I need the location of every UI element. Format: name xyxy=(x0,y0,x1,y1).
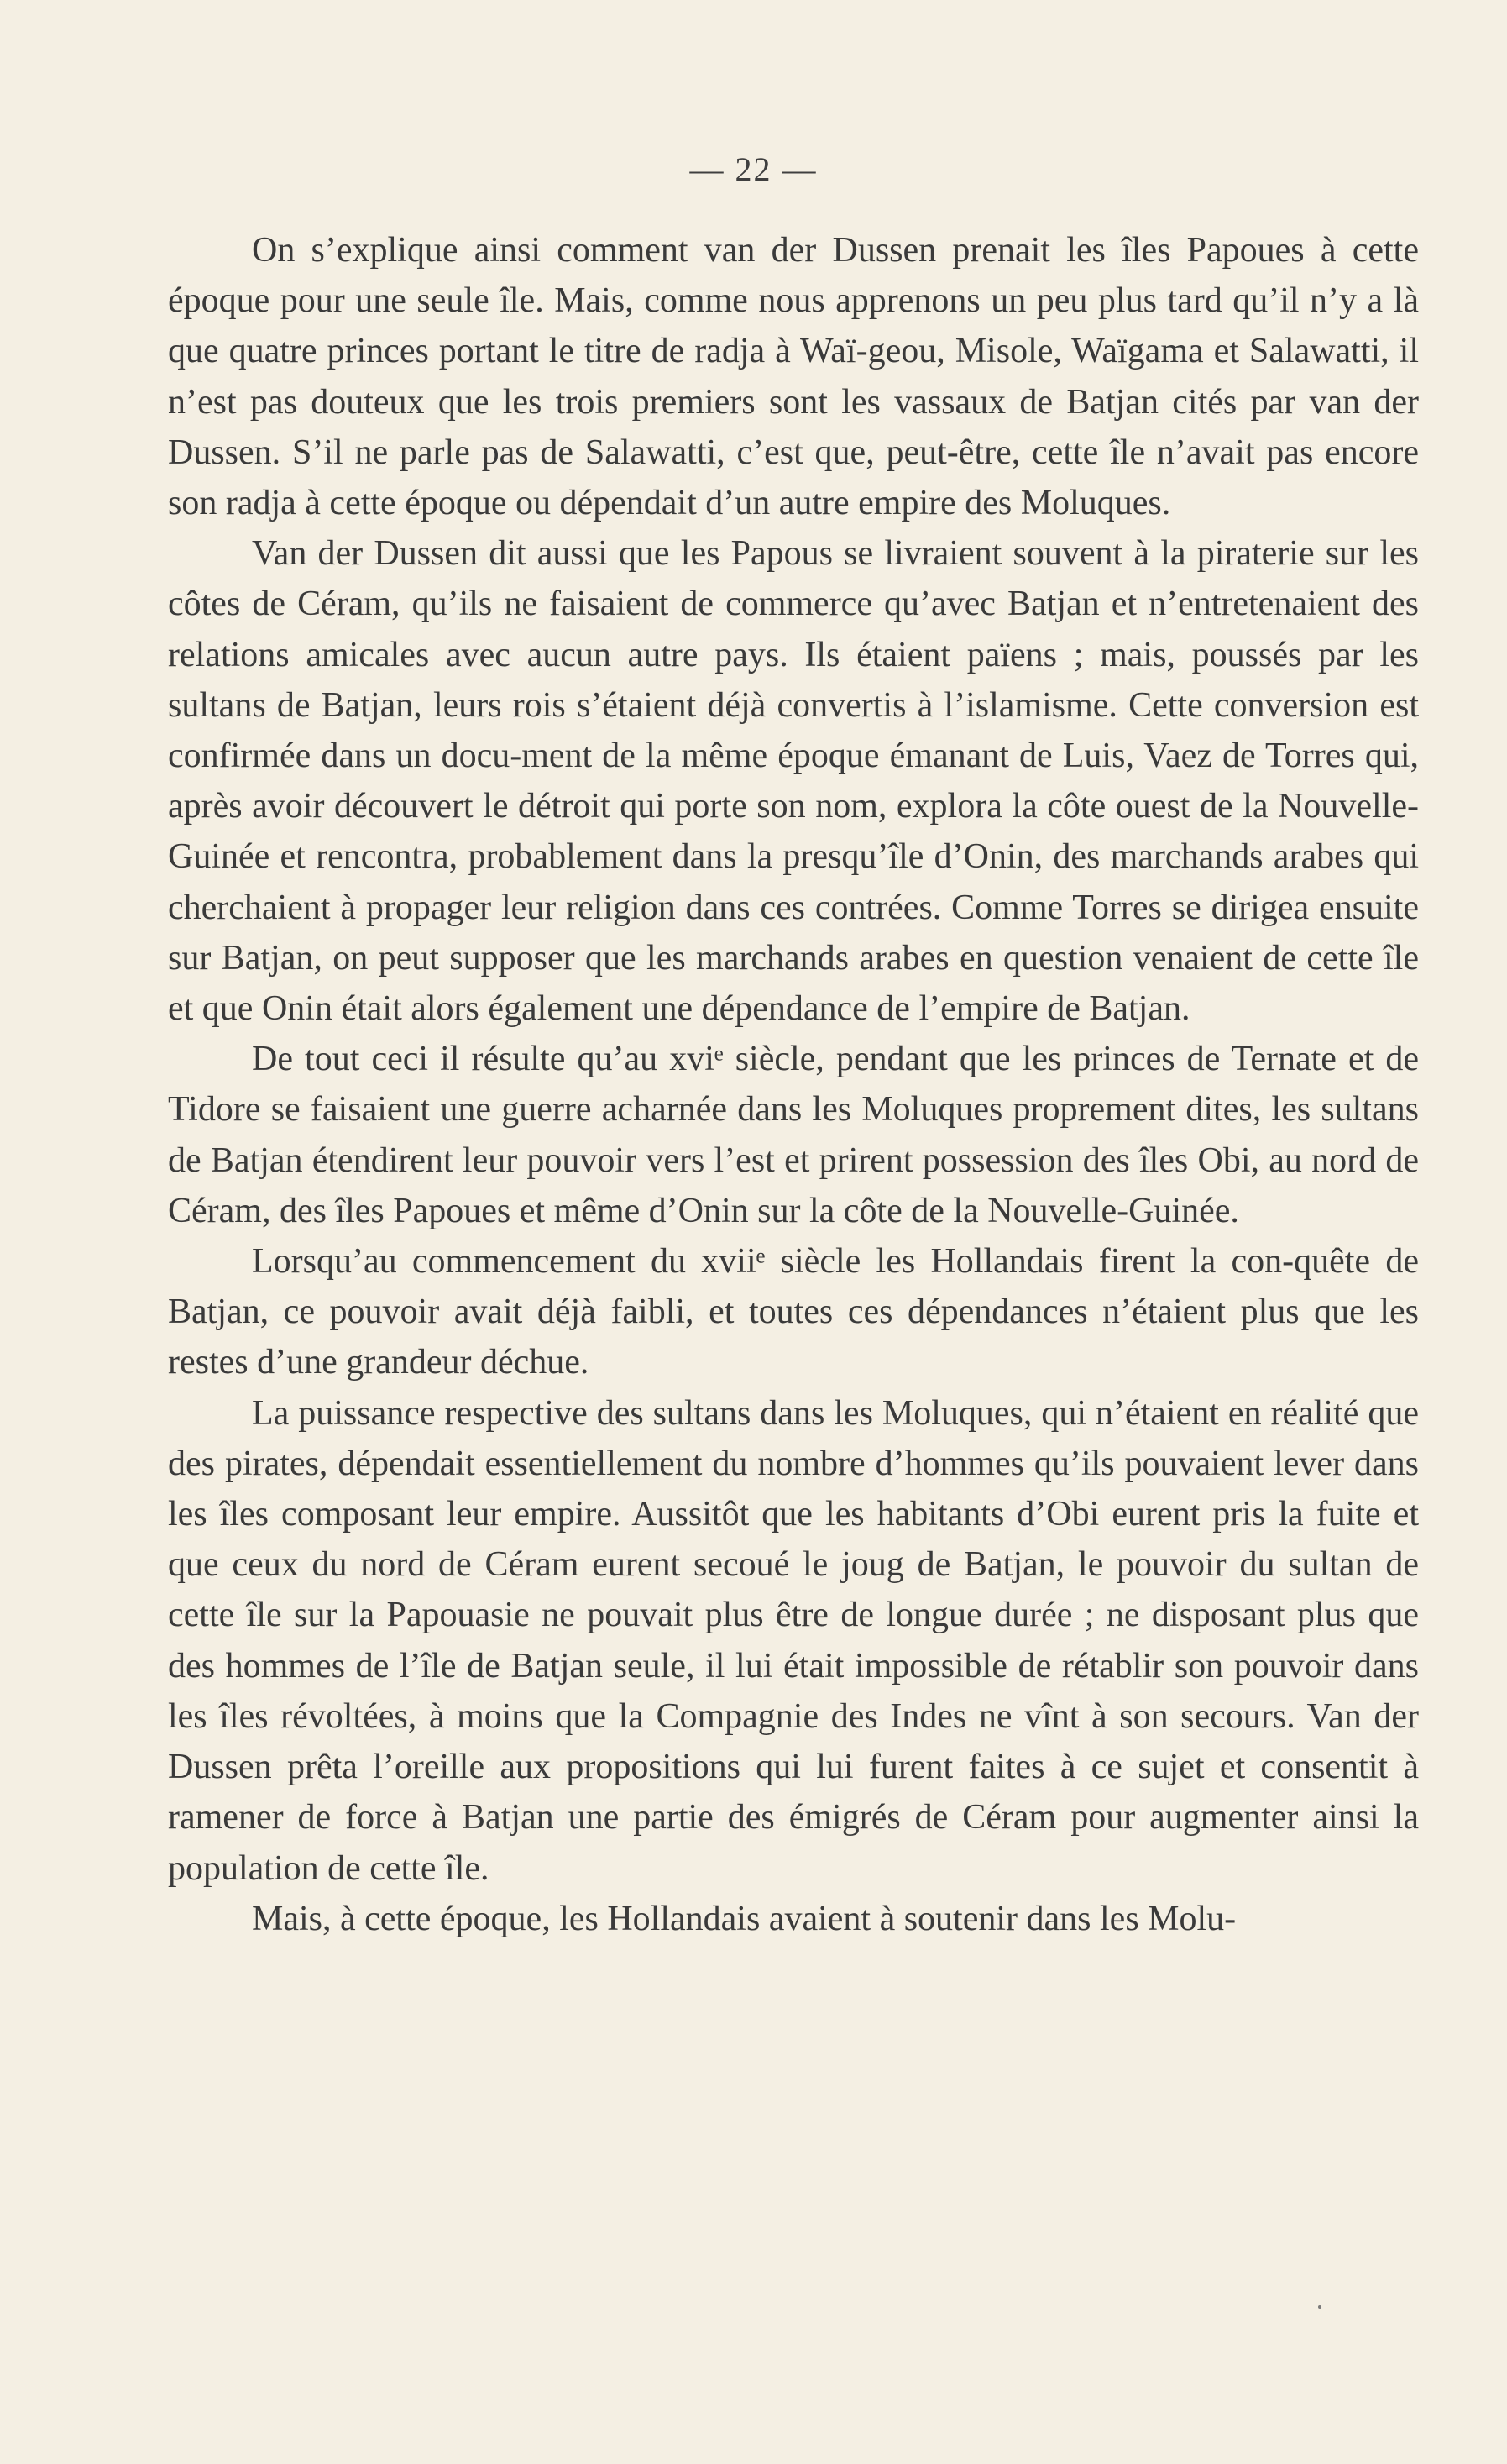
paragraph: Van der Dussen dit aussi que les Papous se livraient souvent à la piraterie sur les côtes de Céram, qu’ils ne faisaient de commerce qu’avec Batjan et n’entretenaient des relations amicales avec aucun autre pays. Ils étaient païens ; mais, poussés par les sultans de Batjan, leurs rois s’étaient déjà convertis à l’islamisme. Cette conversion est confirmée dans un docu-ment de la même époque émanant de Luis, Vaez de Torres qui, après avoir découvert le détroit qui porte son nom, explora la côte ouest de la Nouvelle-Guinée et rencontra, probablement dans la presqu’île d’Onin, des marchands arabes qui cherchaient à propager leur religion dans ces contrées. Comme Torres se dirigea ensuite sur Batjan, on peut supposer que les marchands arabes en question venaient de cette île et que Onin était alors également une dépendance de l’empire de Batjan. xyxy=(168,534,1419,1029)
body-text xyxy=(168,225,1419,1944)
paragraph: Lorsqu’au commencement du xviiᵉ siècle les Hollandais firent la con-quête de Batjan, ce pouvoir avait déjà faibli, et toutes ces dépendances n’étaient plus que les restes d’une grandeur déchue. xyxy=(168,1242,1419,1382)
page-number: — 22 — xyxy=(689,150,818,188)
paragraph: De tout ceci il résulte qu’au xviᵉ siècle, pendant que les princes de Ternate et de Tidore se faisaient une guerre acharnée dans les Moluques proprement dites, les sultans de Batjan étendirent leur pouvoir vers l’est et prirent possession des îles Obi, au nord de Céram, des îles Papoues et même d’Onin sur la côte de la Nouvelle-Guinée. xyxy=(168,1040,1419,1230)
paragraph: Mais, à cette époque, les Hollandais avaient à soutenir dans les Molu- xyxy=(252,1899,1237,1938)
paper-speck xyxy=(1318,2305,1321,2309)
paragraph: La puissance respective des sultans dans les Moluques, qui n’étaient en réalité que des pirates, dépendait essentiellement du nombre d’hommes qu’ils pouvaient lever dans les îles composant leur empire. Aussitôt que les habitants d’Obi eurent pris la fuite et que ceux du nord de Céram eurent secoué le joug de Batjan, le pouvoir du sultan de cette île sur la Papouasie ne pouvait plus être de longue durée ; ne disposant plus que des hommes de l’île de Batjan seule, il lui était impossible de rétablir son pouvoir dans les îles révoltées, à moins que la Compagnie des Indes ne vînt à son secours. Van der Dussen prêta l’oreille aux propositions qui lui furent faites à ce sujet et consentit à ramener de force à Batjan une partie des émigrés de Céram pour augmenter ainsi la population de cette île. xyxy=(168,1393,1419,1888)
paragraph: On s’explique ainsi comment van der Dussen prenait les îles Papoues à cette époque pour une seule île. Mais, comme nous apprenons un peu plus tard qu’il n’y a là que quatre princes portant le titre de radja à Waï-geou, Misole, Waïgama et Salawatti, il n’est pas douteux que les trois premiers sont les vassaux de Batjan cités par van der Dussen. S’il ne parle pas de Salawatti, c’est que, peut-être, cette île n’avait pas encore son radja à cette époque ou dépendait d’un autre empire des Moluques. xyxy=(168,231,1419,523)
